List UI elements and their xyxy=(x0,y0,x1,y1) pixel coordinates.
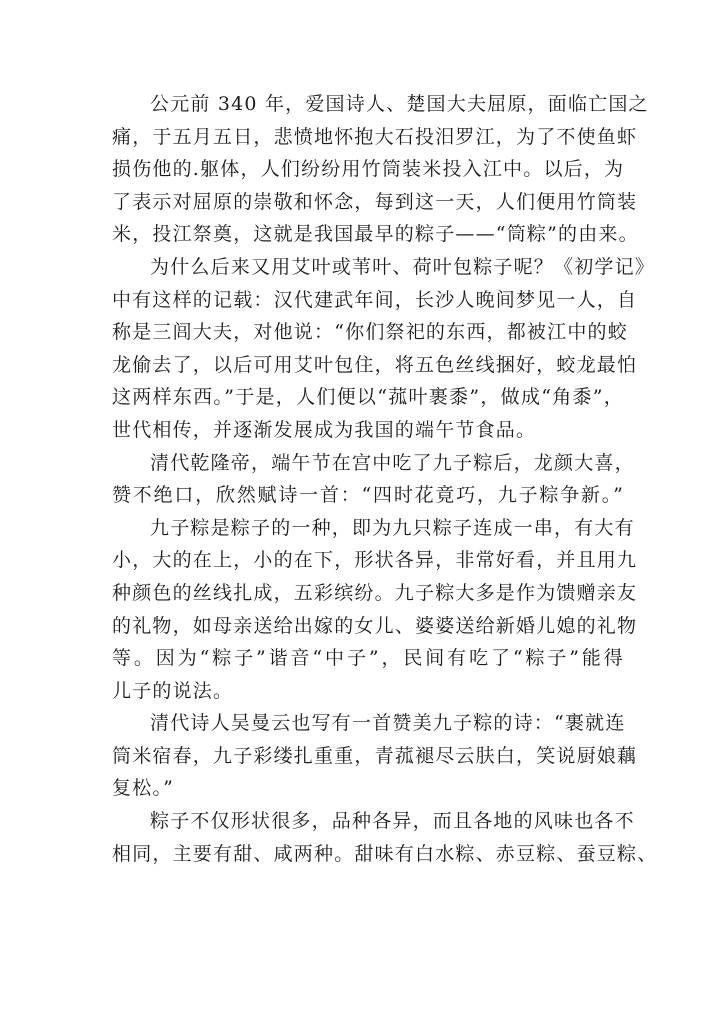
text-line-24: 相同，主要有甜、咸两种。甜味有白水粽、赤豆粽、蚕豆粽、 xyxy=(112,842,658,865)
text-line-20: 清代诗人吴曼云也写有一首赞美九子粽的诗：“裹就连 xyxy=(150,712,626,735)
text-line-16: 种颜色的丝线扎成，五彩缤纷。九子粽大多是作为馈赠亲友 xyxy=(112,581,638,604)
text-line-22: 复松。” xyxy=(112,777,175,800)
text-line-6: 为什么后来又用艾叶或苇叶、荷叶包粽子呢？《初学记》 xyxy=(150,255,656,278)
text-line-8: 称是三闾大夫，对他说：“你们祭祀的东西，都被江中的蛟 xyxy=(112,321,628,344)
text-line-17: 的礼物，如母亲送给出嫁的女儿、婆婆送给新婚儿媳的礼物 xyxy=(112,614,638,637)
text-line-19: 儿子的说法。 xyxy=(112,679,234,702)
text-line-7: 中有这样的记载：汉代建武年间，长沙人晚间梦见一人，自 xyxy=(112,288,638,311)
text-line-1: 公元前 340 年，爱国诗人、楚国大夫屈原，面临亡国之 xyxy=(150,93,649,115)
text-line-21: 筒米宿春，九子彩缕扎重重，青菰褪尽云肤白，笑说厨娘藕 xyxy=(112,744,638,767)
text-line-12: 清代乾隆帝，端午节在宫中吃了九子粽后，龙颜大喜， xyxy=(150,451,635,474)
text-line-11: 世代相传，并逐渐发展成为我国的端午节食品。 xyxy=(112,418,537,441)
text-line-10: 这两样东西。”于是，人们便以“菰叶裹黍”，做成“角黍”， xyxy=(112,386,624,409)
text-line-5: 米，投江祭奠，这就是我国最早的粽子——“筒粽”的由来。 xyxy=(112,223,639,246)
text-line-3: 损伤他的.躯体，人们纷纷用竹筒装米投入江中。以后，为 xyxy=(112,158,625,181)
text-line-14: 九子粽是粽子的一种，即为九只粽子连成一串，有大有 xyxy=(150,516,635,539)
text-line-4: 了表示对屈原的崇敬和怀念，每到这一天，人们便用竹筒装 xyxy=(112,190,638,213)
text-line-18: 等。因为“粽子”谐音“中子”，民间有吃了“粽子”能得 xyxy=(112,647,624,670)
text-line-9: 龙偷去了，以后可用艾叶包住，将五色丝线捆好，蛟龙最怕 xyxy=(112,353,638,376)
text-line-23: 粽子不仅形状很多，品种各异，而且各地的风味也各不 xyxy=(150,810,635,833)
text-line-13: 赞不绝口，欣然赋诗一首：“四时花竟巧，九子粽争新。” xyxy=(112,484,624,507)
text-line-15: 小，大的在上，小的在下，形状各异，非常好看，并且用九 xyxy=(112,549,638,572)
document-body xyxy=(112,88,658,870)
text-line-2: 痛，于五月五日，悲愤地怀抱大石投汨罗江，为了不使鱼虾 xyxy=(112,125,638,148)
